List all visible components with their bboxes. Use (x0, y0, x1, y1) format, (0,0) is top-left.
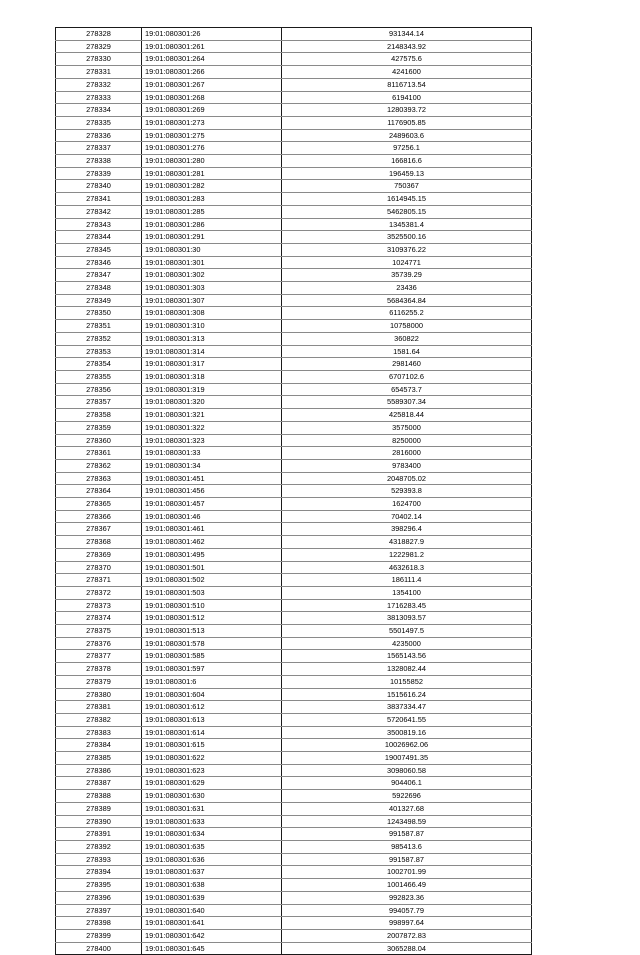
cadastral-value-cell: 3575000 (282, 421, 532, 434)
row-number-cell: 278386 (56, 764, 142, 777)
table-row (56, 726, 532, 739)
table-row (56, 282, 532, 295)
cadastral-value-cell: 2981460 (282, 358, 532, 371)
cadastral-number-cell: 19:01:080301:33 (142, 447, 282, 460)
row-number-cell: 278330 (56, 53, 142, 66)
row-number-cell: 278389 (56, 802, 142, 815)
row-number-cell: 278335 (56, 116, 142, 129)
row-number-cell: 278341 (56, 193, 142, 206)
row-number-cell: 278345 (56, 243, 142, 256)
cadastral-value-cell: 1222981.2 (282, 548, 532, 561)
cadastral-value-cell: 97256.1 (282, 142, 532, 155)
table-row (56, 447, 532, 460)
cadastral-value-cell: 1176905.85 (282, 116, 532, 129)
row-number-cell: 278371 (56, 574, 142, 587)
cadastral-number-cell: 19:01:080301:641 (142, 917, 282, 930)
table-row (56, 523, 532, 536)
cadastral-value-cell: 1328082.44 (282, 663, 532, 676)
table-row (56, 485, 532, 498)
cadastral-value-cell: 4632618.3 (282, 561, 532, 574)
cadastral-value-cell: 2489603.6 (282, 129, 532, 142)
cadastral-number-cell: 19:01:080301:308 (142, 307, 282, 320)
cadastral-number-cell: 19:01:080301:268 (142, 91, 282, 104)
cadastral-value-cell: 2816000 (282, 447, 532, 460)
table-row (56, 904, 532, 917)
cadastral-value-cell: 4235000 (282, 637, 532, 650)
cadastral-number-cell: 19:01:080301:451 (142, 472, 282, 485)
cadastral-value-cell: 8250000 (282, 434, 532, 447)
cadastral-number-cell: 19:01:080301:636 (142, 853, 282, 866)
cadastral-number-cell: 19:01:080301:512 (142, 612, 282, 625)
table-row (56, 345, 532, 358)
table-row (56, 78, 532, 91)
cadastral-value-cell: 401327.68 (282, 802, 532, 815)
table-row (56, 713, 532, 726)
table-row (56, 167, 532, 180)
table-row (56, 243, 532, 256)
row-number-cell: 278369 (56, 548, 142, 561)
cadastral-value-cell: 6707102.6 (282, 370, 532, 383)
cadastral-value-cell: 1716283.45 (282, 599, 532, 612)
row-number-cell: 278356 (56, 383, 142, 396)
cadastral-number-cell: 19:01:080301:282 (142, 180, 282, 193)
cadastral-value-cell: 654573.7 (282, 383, 532, 396)
row-number-cell: 278373 (56, 599, 142, 612)
table-row (56, 802, 532, 815)
table-row (56, 370, 532, 383)
cadastral-number-cell: 19:01:080301:30 (142, 243, 282, 256)
cadastral-number-cell: 19:01:080301:622 (142, 752, 282, 765)
row-number-cell: 278374 (56, 612, 142, 625)
row-number-cell: 278357 (56, 396, 142, 409)
table-row (56, 929, 532, 942)
table-row (56, 764, 532, 777)
table-row (56, 777, 532, 790)
row-number-cell: 278338 (56, 155, 142, 168)
table-row (56, 599, 532, 612)
table-row (56, 701, 532, 714)
cadastral-value-cell: 166816.6 (282, 155, 532, 168)
table-row (56, 155, 532, 168)
row-number-cell: 278370 (56, 561, 142, 574)
table-row (56, 498, 532, 511)
cadastral-number-cell: 19:01:080301:321 (142, 409, 282, 422)
cadastral-value-cell: 4241600 (282, 66, 532, 79)
cadastral-number-cell: 19:01:080301:266 (142, 66, 282, 79)
cadastral-value-cell: 992823.36 (282, 891, 532, 904)
table-row (56, 104, 532, 117)
row-number-cell: 278364 (56, 485, 142, 498)
table-row (56, 205, 532, 218)
cadastral-number-cell: 19:01:080301:597 (142, 663, 282, 676)
cadastral-value-cell: 994057.79 (282, 904, 532, 917)
cadastral-number-cell: 19:01:080301:310 (142, 320, 282, 333)
cadastral-value-cell: 931344.14 (282, 28, 532, 41)
row-number-cell: 278378 (56, 663, 142, 676)
cadastral-number-cell: 19:01:080301:462 (142, 536, 282, 549)
row-number-cell: 278329 (56, 40, 142, 53)
cadastral-number-cell: 19:01:080301:264 (142, 53, 282, 66)
table-row (56, 828, 532, 841)
cadastral-value-cell: 1614945.15 (282, 193, 532, 206)
cadastral-value-cell: 5922696 (282, 790, 532, 803)
cadastral-value-cell: 360822 (282, 332, 532, 345)
cadastral-number-cell: 19:01:080301:269 (142, 104, 282, 117)
table-row (56, 663, 532, 676)
cadastral-value-cell: 6116255.2 (282, 307, 532, 320)
row-number-cell: 278337 (56, 142, 142, 155)
table-row (56, 383, 532, 396)
row-number-cell: 278348 (56, 282, 142, 295)
cadastral-value-cell: 3109376.22 (282, 243, 532, 256)
table-row (56, 28, 532, 41)
cadastral-value-cell: 9783400 (282, 459, 532, 472)
cadastral-value-cell: 5684364.84 (282, 294, 532, 307)
cadastral-number-cell: 19:01:080301:637 (142, 866, 282, 879)
cadastral-number-cell: 19:01:080301:645 (142, 942, 282, 955)
cadastral-value-cell: 3813093.57 (282, 612, 532, 625)
table-row (56, 586, 532, 599)
table-row (56, 790, 532, 803)
cadastral-value-cell: 10155852 (282, 675, 532, 688)
table-row (56, 231, 532, 244)
table-row (56, 307, 532, 320)
row-number-cell: 278376 (56, 637, 142, 650)
row-number-cell: 278346 (56, 256, 142, 269)
cadastral-value-cell: 3065288.04 (282, 942, 532, 955)
cadastral-value-cell: 8116713.54 (282, 78, 532, 91)
cadastral-number-cell: 19:01:080301:639 (142, 891, 282, 904)
cadastral-number-cell: 19:01:080301:613 (142, 713, 282, 726)
row-number-cell: 278350 (56, 307, 142, 320)
cadastral-value-cell: 904406.1 (282, 777, 532, 790)
table-row (56, 180, 532, 193)
table-row (56, 472, 532, 485)
row-number-cell: 278347 (56, 269, 142, 282)
table-row (56, 752, 532, 765)
table-row (56, 434, 532, 447)
cadastral-number-cell: 19:01:080301:320 (142, 396, 282, 409)
cadastral-number-cell: 19:01:080301:6 (142, 675, 282, 688)
table-row (56, 637, 532, 650)
row-number-cell: 278400 (56, 942, 142, 955)
cadastral-number-cell: 19:01:080301:631 (142, 802, 282, 815)
row-number-cell: 278342 (56, 205, 142, 218)
cadastral-value-cell: 398296.4 (282, 523, 532, 536)
cadastral-value-cell: 425818.44 (282, 409, 532, 422)
cadastral-number-cell: 19:01:080301:319 (142, 383, 282, 396)
cadastral-value-cell: 2007872.83 (282, 929, 532, 942)
cadastral-number-cell: 19:01:080301:630 (142, 790, 282, 803)
table-row (56, 574, 532, 587)
table-body (56, 28, 532, 955)
cadastral-value-cell: 23436 (282, 282, 532, 295)
table-row (56, 650, 532, 663)
row-number-cell: 278398 (56, 917, 142, 930)
row-number-cell: 278332 (56, 78, 142, 91)
row-number-cell: 278340 (56, 180, 142, 193)
cadastral-number-cell: 19:01:080301:317 (142, 358, 282, 371)
cadastral-value-cell: 1345381.4 (282, 218, 532, 231)
cadastral-number-cell: 19:01:080301:280 (142, 155, 282, 168)
row-number-cell: 278333 (56, 91, 142, 104)
cadastral-number-cell: 19:01:080301:283 (142, 193, 282, 206)
row-number-cell: 278366 (56, 510, 142, 523)
cadastral-number-cell: 19:01:080301:26 (142, 28, 282, 41)
cadastral-value-cell: 1001466.49 (282, 879, 532, 892)
cadastral-value-cell: 1624700 (282, 498, 532, 511)
row-number-cell: 278391 (56, 828, 142, 841)
table-row (56, 841, 532, 854)
cadastral-value-cell: 70402.14 (282, 510, 532, 523)
cadastral-number-cell: 19:01:080301:322 (142, 421, 282, 434)
row-number-cell: 278363 (56, 472, 142, 485)
cadastral-value-cell: 1515616.24 (282, 688, 532, 701)
cadastral-number-cell: 19:01:080301:291 (142, 231, 282, 244)
cadastral-number-cell: 19:01:080301:314 (142, 345, 282, 358)
table-row (56, 396, 532, 409)
row-number-cell: 278331 (56, 66, 142, 79)
cadastral-value-cell: 991587.87 (282, 853, 532, 866)
table-row (56, 129, 532, 142)
cadastral-number-cell: 19:01:080301:318 (142, 370, 282, 383)
cadastral-value-cell: 196459.13 (282, 167, 532, 180)
row-number-cell: 278328 (56, 28, 142, 41)
table-row (56, 409, 532, 422)
table-row (56, 891, 532, 904)
cadastral-number-cell: 19:01:080301:313 (142, 332, 282, 345)
cadastral-value-cell: 10026962.06 (282, 739, 532, 752)
cadastral-number-cell: 19:01:080301:301 (142, 256, 282, 269)
cadastral-value-cell: 1002701.99 (282, 866, 532, 879)
cadastral-value-cell: 1024771 (282, 256, 532, 269)
cadastral-number-cell: 19:01:080301:323 (142, 434, 282, 447)
cadastral-value-cell: 10758000 (282, 320, 532, 333)
cadastral-number-cell: 19:01:080301:633 (142, 815, 282, 828)
cadastral-value-cell: 6194100 (282, 91, 532, 104)
row-number-cell: 278336 (56, 129, 142, 142)
cadastral-number-cell: 19:01:080301:502 (142, 574, 282, 587)
cadastral-number-cell: 19:01:080301:638 (142, 879, 282, 892)
cadastral-value-cell: 2048705.02 (282, 472, 532, 485)
row-number-cell: 278377 (56, 650, 142, 663)
table-row (56, 879, 532, 892)
row-number-cell: 278352 (56, 332, 142, 345)
cadastral-value-cell: 3098060.58 (282, 764, 532, 777)
cadastral-number-cell: 19:01:080301:615 (142, 739, 282, 752)
row-number-cell: 278380 (56, 688, 142, 701)
row-number-cell: 278351 (56, 320, 142, 333)
row-number-cell: 278344 (56, 231, 142, 244)
cadastral-number-cell: 19:01:080301:510 (142, 599, 282, 612)
cadastral-number-cell: 19:01:080301:456 (142, 485, 282, 498)
row-number-cell: 278375 (56, 625, 142, 638)
table-row (56, 853, 532, 866)
row-number-cell: 278379 (56, 675, 142, 688)
cadastral-value-cell: 998997.64 (282, 917, 532, 930)
row-number-cell: 278372 (56, 586, 142, 599)
table-row (56, 536, 532, 549)
row-number-cell: 278355 (56, 370, 142, 383)
row-number-cell: 278343 (56, 218, 142, 231)
cadastral-value-cell: 4318827.9 (282, 536, 532, 549)
cadastral-number-cell: 19:01:080301:285 (142, 205, 282, 218)
table-row (56, 548, 532, 561)
cadastral-number-cell: 19:01:080301:46 (142, 510, 282, 523)
table-row (56, 815, 532, 828)
cadastral-value-cell: 529393.8 (282, 485, 532, 498)
cadastral-number-cell: 19:01:080301:612 (142, 701, 282, 714)
cadastral-value-cell: 1243498.59 (282, 815, 532, 828)
table-row (56, 421, 532, 434)
cadastral-number-cell: 19:01:080301:501 (142, 561, 282, 574)
cadastral-number-cell: 19:01:080301:604 (142, 688, 282, 701)
row-number-cell: 278353 (56, 345, 142, 358)
row-number-cell: 278360 (56, 434, 142, 447)
cadastral-number-cell: 19:01:080301:281 (142, 167, 282, 180)
row-number-cell: 278367 (56, 523, 142, 536)
table-row (56, 320, 532, 333)
table-row (56, 269, 532, 282)
cadastral-value-cell: 1280393.72 (282, 104, 532, 117)
row-number-cell: 278381 (56, 701, 142, 714)
cadastral-number-cell: 19:01:080301:642 (142, 929, 282, 942)
cadastral-value-cell: 991587.87 (282, 828, 532, 841)
table-row (56, 942, 532, 955)
table-row (56, 675, 532, 688)
table-row (56, 294, 532, 307)
table-row (56, 459, 532, 472)
cadastral-number-cell: 19:01:080301:503 (142, 586, 282, 599)
table-row (56, 358, 532, 371)
table-row (56, 256, 532, 269)
row-number-cell: 278359 (56, 421, 142, 434)
cadastral-value-cell: 19007491.35 (282, 752, 532, 765)
table-row (56, 625, 532, 638)
row-number-cell: 278382 (56, 713, 142, 726)
table-row (56, 612, 532, 625)
cadastral-value-cell: 1565143.56 (282, 650, 532, 663)
cadastral-number-cell: 19:01:080301:623 (142, 764, 282, 777)
cadastral-number-cell: 19:01:080301:578 (142, 637, 282, 650)
row-number-cell: 278396 (56, 891, 142, 904)
row-number-cell: 278365 (56, 498, 142, 511)
row-number-cell: 278358 (56, 409, 142, 422)
table-row (56, 332, 532, 345)
row-number-cell: 278385 (56, 752, 142, 765)
row-number-cell: 278339 (56, 167, 142, 180)
table-row (56, 116, 532, 129)
row-number-cell: 278361 (56, 447, 142, 460)
cadastral-value-cell: 3837334.47 (282, 701, 532, 714)
cadastral-value-cell: 750367 (282, 180, 532, 193)
cadastral-number-cell: 19:01:080301:614 (142, 726, 282, 739)
cadastral-value-cell: 1581.64 (282, 345, 532, 358)
cadastral-number-cell: 19:01:080301:303 (142, 282, 282, 295)
table-row (56, 917, 532, 930)
table-row (56, 866, 532, 879)
table-row (56, 142, 532, 155)
row-number-cell: 278334 (56, 104, 142, 117)
row-number-cell: 278383 (56, 726, 142, 739)
cadastral-number-cell: 19:01:080301:273 (142, 116, 282, 129)
table-row (56, 91, 532, 104)
cadastral-number-cell: 19:01:080301:640 (142, 904, 282, 917)
table-row (56, 561, 532, 574)
table-row (56, 218, 532, 231)
cadastral-number-cell: 19:01:080301:635 (142, 841, 282, 854)
cadastral-number-cell: 19:01:080301:267 (142, 78, 282, 91)
cadastral-value-cell: 2148343.92 (282, 40, 532, 53)
row-number-cell: 278399 (56, 929, 142, 942)
cadastral-number-cell: 19:01:080301:585 (142, 650, 282, 663)
table-row (56, 739, 532, 752)
row-number-cell: 278390 (56, 815, 142, 828)
cadastral-value-table (55, 27, 532, 955)
row-number-cell: 278397 (56, 904, 142, 917)
cadastral-value-cell: 5589307.34 (282, 396, 532, 409)
cadastral-value-cell: 186111.4 (282, 574, 532, 587)
row-number-cell: 278362 (56, 459, 142, 472)
row-number-cell: 278388 (56, 790, 142, 803)
row-number-cell: 278395 (56, 879, 142, 892)
cadastral-value-cell: 5720641.55 (282, 713, 532, 726)
table-row (56, 510, 532, 523)
row-number-cell: 278393 (56, 853, 142, 866)
row-number-cell: 278392 (56, 841, 142, 854)
cadastral-number-cell: 19:01:080301:261 (142, 40, 282, 53)
cadastral-value-cell: 5462805.15 (282, 205, 532, 218)
table-row (56, 193, 532, 206)
cadastral-number-cell: 19:01:080301:629 (142, 777, 282, 790)
row-number-cell: 278368 (56, 536, 142, 549)
row-number-cell: 278354 (56, 358, 142, 371)
cadastral-number-cell: 19:01:080301:307 (142, 294, 282, 307)
table-row (56, 688, 532, 701)
cadastral-number-cell: 19:01:080301:495 (142, 548, 282, 561)
table-row (56, 40, 532, 53)
cadastral-number-cell: 19:01:080301:302 (142, 269, 282, 282)
cadastral-value-cell: 35739.29 (282, 269, 532, 282)
cadastral-number-cell: 19:01:080301:276 (142, 142, 282, 155)
cadastral-value-cell: 3500819.16 (282, 726, 532, 739)
table-row (56, 53, 532, 66)
cadastral-value-cell: 1354100 (282, 586, 532, 599)
cadastral-value-cell: 985413.6 (282, 841, 532, 854)
cadastral-number-cell: 19:01:080301:461 (142, 523, 282, 536)
cadastral-number-cell: 19:01:080301:634 (142, 828, 282, 841)
table-row (56, 66, 532, 79)
row-number-cell: 278394 (56, 866, 142, 879)
cadastral-value-cell: 3525500.16 (282, 231, 532, 244)
cadastral-value-cell: 5501497.5 (282, 625, 532, 638)
row-number-cell: 278349 (56, 294, 142, 307)
cadastral-number-cell: 19:01:080301:275 (142, 129, 282, 142)
cadastral-number-cell: 19:01:080301:457 (142, 498, 282, 511)
cadastral-number-cell: 19:01:080301:513 (142, 625, 282, 638)
cadastral-number-cell: 19:01:080301:34 (142, 459, 282, 472)
row-number-cell: 278387 (56, 777, 142, 790)
cadastral-number-cell: 19:01:080301:286 (142, 218, 282, 231)
row-number-cell: 278384 (56, 739, 142, 752)
cadastral-value-cell: 427575.6 (282, 53, 532, 66)
